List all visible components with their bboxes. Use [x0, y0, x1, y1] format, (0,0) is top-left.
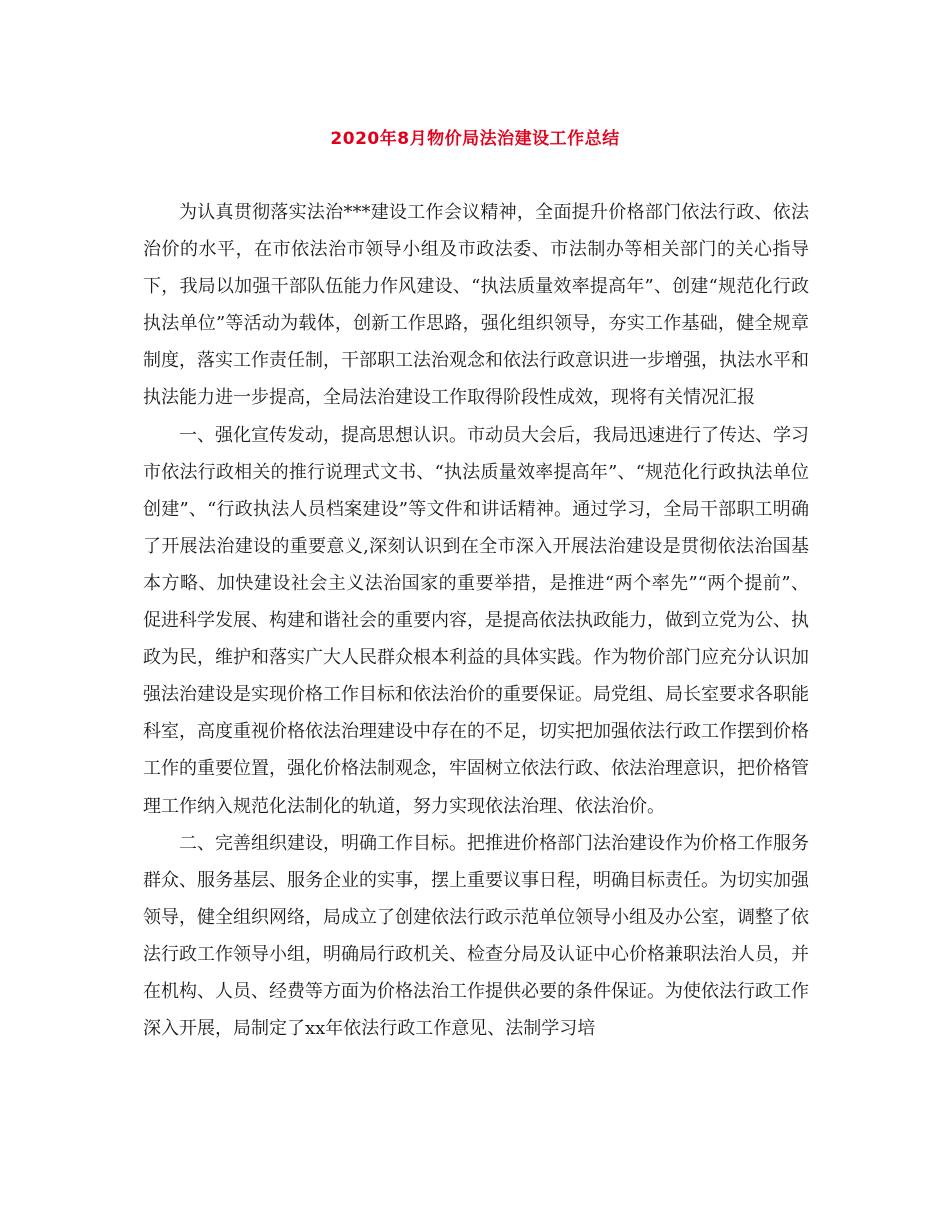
document-title: 2020年8月物价局法治建设工作总结 — [330, 129, 620, 149]
paragraph-intro: 为认真贯彻落实法治***建设工作会议精神，全面提升价格部门依法行政、依法治价的水平，在市依法治市领导小组及市政法委、市法制办等相关部门的关心指导下，我局以加强干部队伍能力作风建设、“执法质量效率提高年”、创建“规范化行政执法单位”等活动为载体，创新工作思路，强化组织领导，夯实工作基础，健全规章制度，落实工作责任制，干部职工法治观念和依法行政意识进一步增强，执法水平和执法能力进一步提高，全局法治建设工作取得阶段性成效，现将有关情况汇报 — [143, 202, 809, 409]
document-body — [143, 194, 809, 1047]
paragraph-section-1: 一、强化宣传发动，提高思想认识。市动员大会后，我局迅速进行了传达、学习市依法行政相关的推行说理式文书、“执法质量效率提高年”、“规范化行政执法单位创建”、“行政执法人员档案建设”等文件和讲话精神。通过学习，全局干部职工明确了开展法治建设的重要意义,深刻认识到在全市深入开展法治建设是贯彻依法治国基本方略、加快建设社会主义法治国家的重要举措，是推进“两个率先”“两个提前”、促进科学发展、构建和谐社会的重要内容，是提高依法执政能力，做到立党为公、执政为民，维护和落实广大人民群众根本利益的具体实践。作为物价部门应充分认识加强法治建设是实现价格工作目标和依法治价的重要保证。局党组、局长室要求各职能科室，高度重视价格依法治理建设中存在的不足，切实把加强依法行政工作摆到价格工作的重要位置，强化价格法制观念，牢固树立依法行政、依法治理意识，把价格管理工作纳入规范化法制化的轨道，努力实现依法治理、依法治价。 — [143, 424, 809, 817]
paragraph-section-2: 二、完善组织建设，明确工作目标。把推进价格部门法治建设作为价格工作服务群众、服务基层、服务企业的实事，摆上重要议事日程，明确目标责任。为切实加强领导，健全组织网络，局成立了创建依法行政示范单位领导小组及办公室，调整了依法行政工作领导小组，明确局行政机关、检查分局及认证中心价格兼职法治人员，并在机构、人员、经费等方面为价格法治工作提供必要的条件保证。为使依法行政工作深入开展，局制定了xx年依法行政工作意见、法制学习培 — [143, 832, 809, 1040]
